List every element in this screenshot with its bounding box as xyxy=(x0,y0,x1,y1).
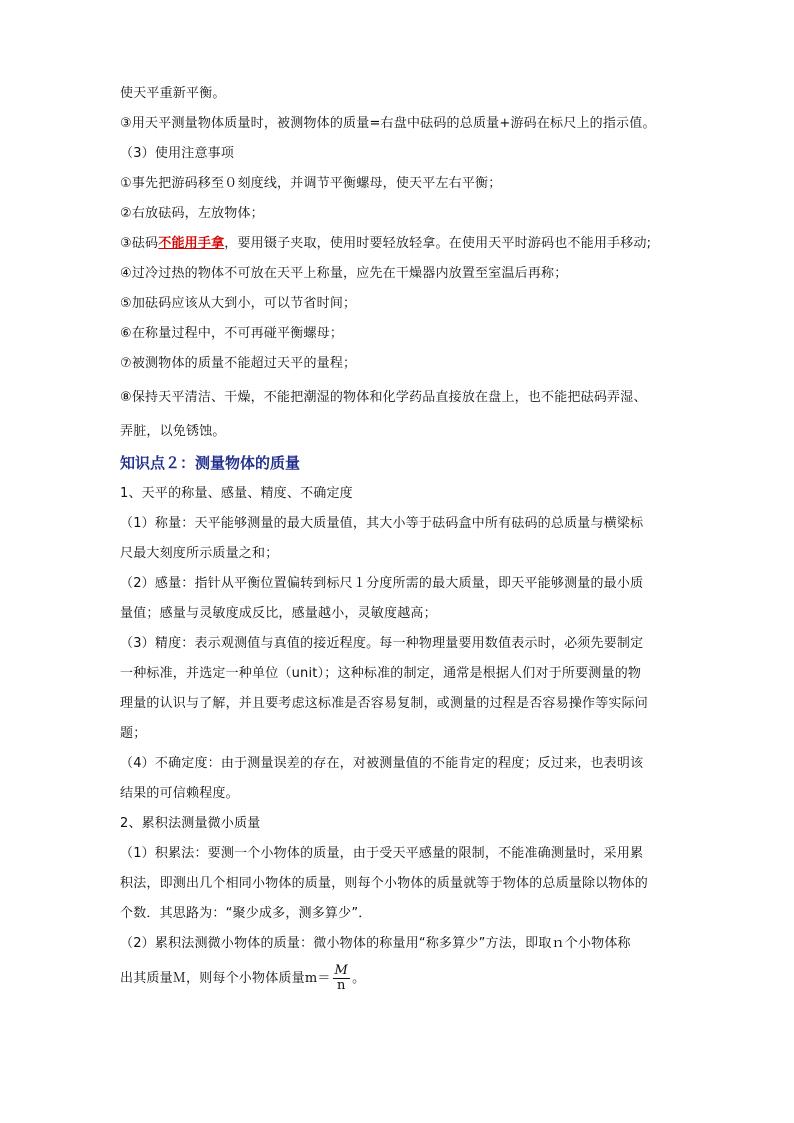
text-line xyxy=(120,234,680,254)
text-line: 弄脏，以免锈蚀。 xyxy=(120,424,226,439)
text-line: （3）精度：表示观测值与真值的接近程度。每一种物理量要用数值表示时，必须先要制定 xyxy=(120,636,644,651)
text-line: 题； xyxy=(120,726,147,741)
text-line: ②右放砝码，左放物体； xyxy=(120,206,264,221)
text-line: （3）使用注意事项 xyxy=(120,146,235,161)
text-line: ④过冷过热的物体不可放在天平上称量，应先在干燥器内放置至室温后再称； xyxy=(120,266,568,281)
section-heading: 知识点２：测量物体的质量 xyxy=(120,454,301,472)
text-line: （1）积累法：要测一个小物体的质量，由于受天平感量的限制，不能准确测量时，采用累 xyxy=(120,846,644,861)
text-line: 量值；感量与灵敏度成反比，感量越小，灵敏度越高； xyxy=(120,606,437,621)
text-span: ③砝码 xyxy=(120,236,159,251)
text-line: 积法，即测出几个相同小物体的质量，则每个小物体的质量就等于物体的总质量除以物体的 xyxy=(120,876,649,891)
text-line: 2、累积法测量微小质量 xyxy=(120,816,261,831)
text-span: ，要用镊子夹取，使用时要轻放轻拿。在使用天平时游码也不能用手移动; xyxy=(224,236,652,251)
fraction-denominator: n xyxy=(337,978,346,993)
text-line xyxy=(120,964,680,994)
text-line: ⑤加砝码应该从大到小，可以节省时间； xyxy=(120,296,357,311)
text-line: （1）称量：天平能够测量的最大质量值，其大小等于砝码盒中所有砝码的总质量与横梁标 xyxy=(120,516,644,531)
formula-lhs: m＝ xyxy=(304,971,331,986)
text-line: 结果的可信赖程度。 xyxy=(120,786,239,801)
text-line: 个数．其思路为：“聚少成多，测多算少”． xyxy=(120,906,372,921)
text-line: ⑧保持天平清洁、干燥，不能把潮湿的物体和化学药品直接放在盘上，也不能把砝码弄湿、 xyxy=(120,390,647,405)
text-line: ⑦被测物体的质量不能超过天平的量程； xyxy=(120,356,357,371)
text-span: 出其质量Ｍ，则每个小物体质量 xyxy=(120,971,305,986)
fraction xyxy=(333,964,351,993)
text-line: ①事先把游码移至０刻度线，并调节平衡螺母，使天平左右平衡； xyxy=(120,176,502,191)
text-line: （2）感量：指针从平衡位置偏转到标尺１分度所需的最大质量，即天平能够测量的最小质 xyxy=(120,576,644,591)
text-line: 尺最大刻度所示质量之和； xyxy=(120,546,279,561)
text-line: ③用天平测量物体质量时，被测物体的质量=右盘中砝码的总质量+游码在标尺上的指示值。 xyxy=(120,116,656,131)
fraction-numerator: M xyxy=(334,963,349,978)
text-line: （2）累积法测微小物体的质量：微小物体的称量用“称多算少”方法，即取ｎ个小物体称 xyxy=(120,936,631,951)
text-line: 1、天平的称量、感量、精度、不确定度 xyxy=(120,486,353,501)
document-page xyxy=(120,84,680,1004)
text-line: （4）不确定度：由于测量误差的存在，对被测量值的不能肯定的程度；反过来，也表明该 xyxy=(120,756,644,771)
emphasis-text: 不能用手拿 xyxy=(158,236,225,251)
text-line: 使天平重新平衡。 xyxy=(120,86,226,101)
text-span: 。 xyxy=(352,971,366,986)
text-line: 理量的认识与了解，并且要考虑这标准是否容易复制，或测量的过程是否容易操作等实际问 xyxy=(120,696,649,711)
text-line: 一种标准，并选定一种单位（unit）；这种标准的制定，通常是根据人们对于所要测量的物 xyxy=(120,666,642,681)
text-line: ⑥在称量过程中，不可再碰平衡螺母； xyxy=(120,326,344,341)
